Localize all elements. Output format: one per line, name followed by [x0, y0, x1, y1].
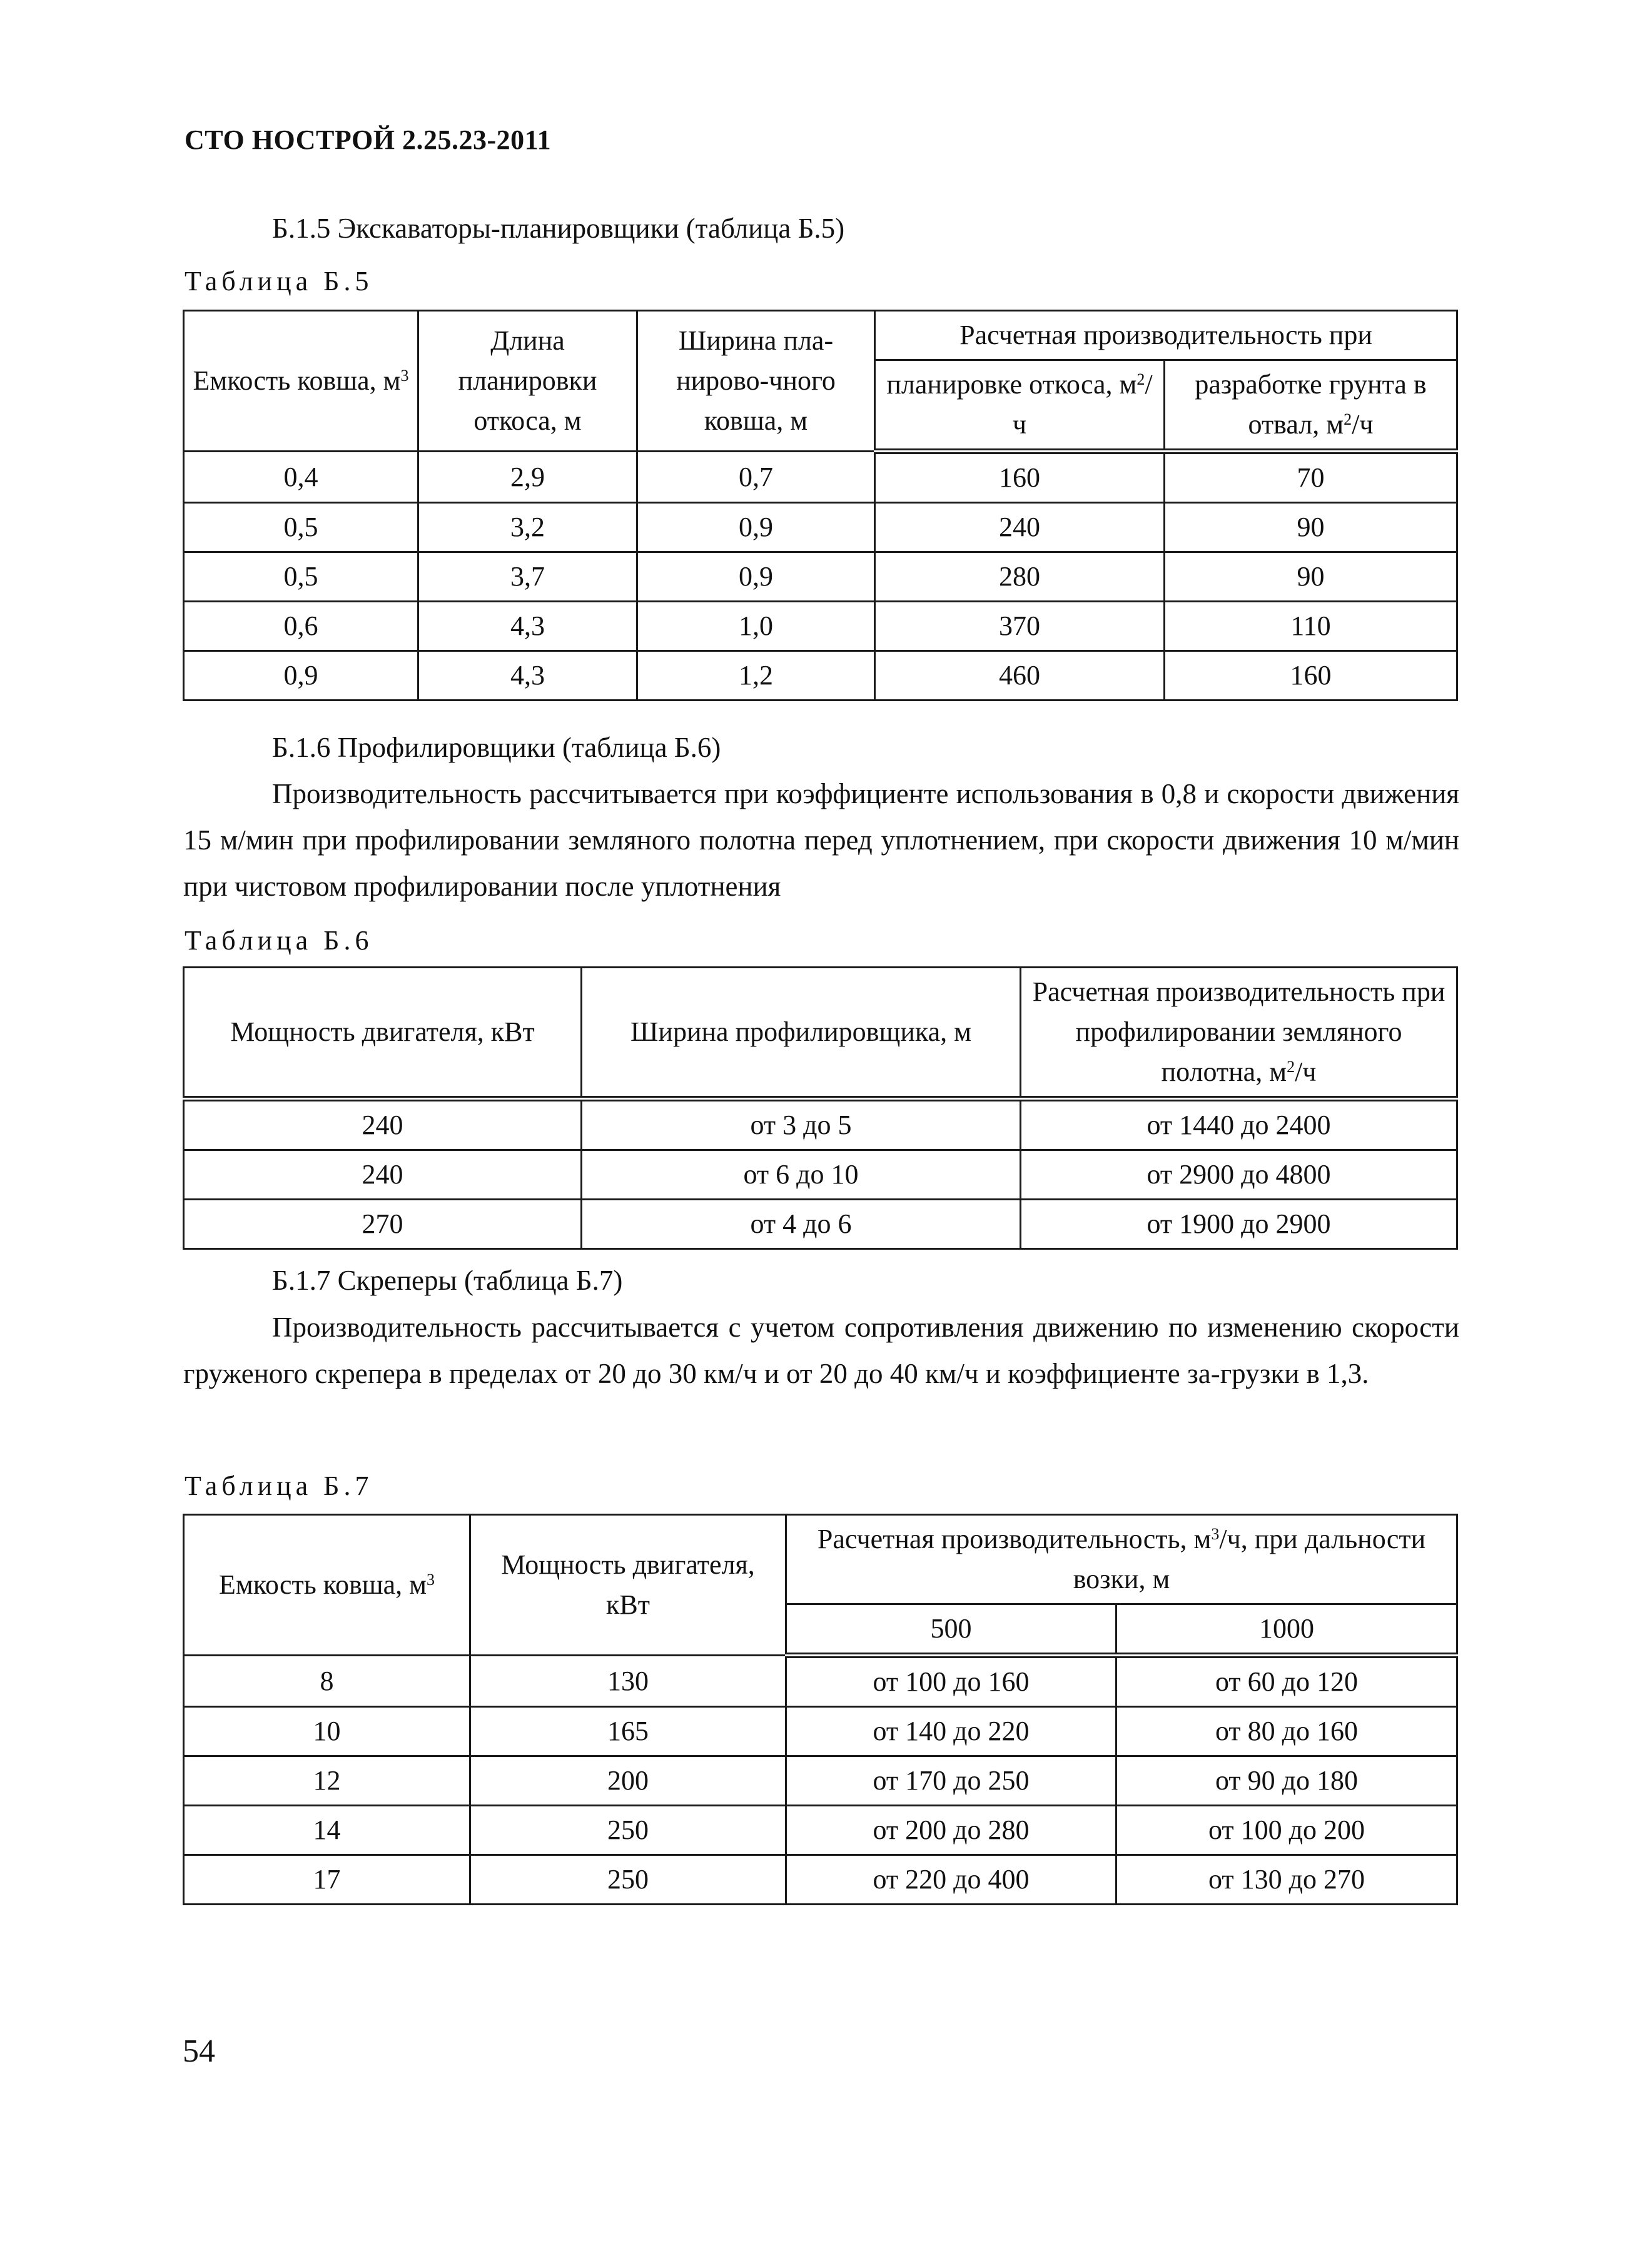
table-cell: 2,9	[418, 452, 637, 503]
table-cell: 90	[1165, 552, 1457, 602]
table-cell: 10	[184, 1707, 470, 1756]
table-cell: от 1440 до 2400	[1021, 1099, 1457, 1150]
table-row	[184, 1756, 1457, 1806]
table-b7-header-row	[184, 1515, 1457, 1604]
table-cell: 110	[1165, 602, 1457, 651]
table-cell: 460	[875, 651, 1165, 701]
table-b5-header-length: Длина планировки откоса, м	[418, 311, 637, 452]
table-cell: от 2900 до 4800	[1021, 1150, 1457, 1200]
table-cell: 4,3	[418, 602, 637, 651]
table-b7	[183, 1514, 1458, 1905]
table-b5	[183, 310, 1458, 701]
table-row	[184, 1150, 1457, 1200]
table-cell: 4,3	[418, 651, 637, 701]
table-cell: 0,6	[184, 602, 418, 651]
section-b17-heading: Б.1.7 Скреперы (таблица Б.7)	[272, 1265, 623, 1296]
page-number: 54	[183, 2033, 215, 2069]
table-cell: от 90 до 180	[1116, 1756, 1457, 1806]
table-cell: 0,7	[637, 452, 875, 503]
table-cell: от 130 до 270	[1116, 1855, 1457, 1905]
table-cell: 14	[184, 1806, 470, 1855]
table-cell: от 170 до 250	[786, 1756, 1116, 1806]
table-cell: от 100 до 160	[786, 1656, 1116, 1707]
table-b5-header-width: Ширина пла-нирово-чного ковша, м	[637, 311, 875, 452]
table-b5-header-perf: Расчетная производительность при	[875, 311, 1457, 360]
table-row	[184, 1099, 1457, 1150]
table-b5-header-perf-slope: планировке откоса, $м^2/ч$	[875, 360, 1165, 452]
table-cell: от 6 до 10	[582, 1150, 1021, 1200]
table-cell: 370	[875, 602, 1165, 651]
table-b5-header-capacity: Емкость ковша, $м^3$	[184, 311, 418, 452]
table-b5-header-perf-dump: разработке грунта в отвал, $м^2/ч$	[1165, 360, 1457, 452]
table-row	[184, 1806, 1457, 1855]
table-cell: 270	[184, 1200, 582, 1249]
section-b16-heading: Б.1.6 Профилировщики (таблица Б.6)	[272, 732, 721, 763]
table-cell: 3,7	[418, 552, 637, 602]
table-cell: 250	[470, 1806, 786, 1855]
table-row	[184, 1656, 1457, 1707]
table-cell: от 60 до 120	[1116, 1656, 1457, 1707]
table-row	[184, 503, 1457, 552]
table-cell: от 140 до 220	[786, 1707, 1116, 1756]
table-b7-header-dist-1000: 1000	[1116, 1604, 1457, 1656]
table-cell: от 4 до 6	[582, 1200, 1021, 1249]
table-b6-caption: Таблица Б.6	[185, 925, 373, 956]
table-cell: от 1900 до 2900	[1021, 1200, 1457, 1249]
document-code: СТО НОСТРОЙ 2.25.23-2011	[185, 124, 552, 155]
table-row	[184, 1855, 1457, 1905]
table-b6-header-power: Мощность двигателя, кВт	[184, 968, 582, 1099]
table-row	[184, 1707, 1457, 1756]
table-cell: 240	[184, 1099, 582, 1150]
table-b5-caption: Таблица Б.5	[185, 266, 373, 296]
table-cell: 8	[184, 1656, 470, 1707]
section-b17-paragraph: Производительность рассчитывается с учетом сопротивления движению по изменению скорости груженого скрепера в пределах от 20 до 30 км/ч и от 20 до 40 км/ч и коэффициенте за-грузки в 1,3.	[183, 1312, 1459, 1389]
table-row	[184, 452, 1457, 503]
table-b6	[183, 966, 1458, 1250]
table-cell: 0,9	[637, 503, 875, 552]
section-b15-heading: Б.1.5 Экскаваторы-планировщики (таблица Б.5)	[272, 213, 845, 244]
table-row	[184, 1200, 1457, 1249]
table-cell: 1,2	[637, 651, 875, 701]
table-b7-header-dist-500: 500	[786, 1604, 1116, 1656]
table-cell: 0,4	[184, 452, 418, 503]
table-b6-header-width: Ширина профилировщика, м	[582, 968, 1021, 1099]
table-b5-header-row	[184, 311, 1457, 360]
table-cell: от 200 до 280	[786, 1806, 1116, 1855]
table-b7-header-perf: Расчетная производительность, $м^3/ч$, при дальности возки, м	[786, 1515, 1457, 1604]
table-cell: 130	[470, 1656, 786, 1707]
table-cell: 160	[1165, 651, 1457, 701]
table-row	[184, 552, 1457, 602]
table-cell: 240	[875, 503, 1165, 552]
table-b7-header-capacity: Емкость ковша, $м^3$	[184, 1515, 470, 1656]
table-cell: 12	[184, 1756, 470, 1806]
table-cell: 0,5	[184, 552, 418, 602]
table-cell: 0,5	[184, 503, 418, 552]
table-row	[184, 602, 1457, 651]
table-cell: 0,9	[184, 651, 418, 701]
table-b7-caption: Таблица Б.7	[185, 1471, 373, 1501]
table-cell: 1,0	[637, 602, 875, 651]
table-cell: 17	[184, 1855, 470, 1905]
table-b6-header-row	[184, 968, 1457, 1099]
section-b16-paragraph: Производительность рассчитывается при коэффициенте использования в 0,8 и скорости движения 15 м/мин при профилировании земляного полотна перед уплотнением, при скорости движения 10 м/мин при чистовом профилировании после уплотнения	[183, 778, 1459, 902]
table-cell: от 220 до 400	[786, 1855, 1116, 1905]
table-cell: 3,2	[418, 503, 637, 552]
table-cell: 160	[875, 452, 1165, 503]
table-b7-header-power: Мощность двигателя, кВт	[470, 1515, 786, 1656]
table-cell: 200	[470, 1756, 786, 1806]
table-cell: от 100 до 200	[1116, 1806, 1457, 1855]
table-cell: 0,9	[637, 552, 875, 602]
table-row	[184, 651, 1457, 701]
table-cell: от 80 до 160	[1116, 1707, 1457, 1756]
table-cell: 165	[470, 1707, 786, 1756]
table-cell: 280	[875, 552, 1165, 602]
table-cell: 250	[470, 1855, 786, 1905]
table-cell: 240	[184, 1150, 582, 1200]
table-cell: 70	[1165, 452, 1457, 503]
table-b6-header-perf: Расчетная производительность при профилировании земляного полотна, $м^2/ч$	[1021, 968, 1457, 1099]
table-cell: 90	[1165, 503, 1457, 552]
table-cell: от 3 до 5	[582, 1099, 1021, 1150]
